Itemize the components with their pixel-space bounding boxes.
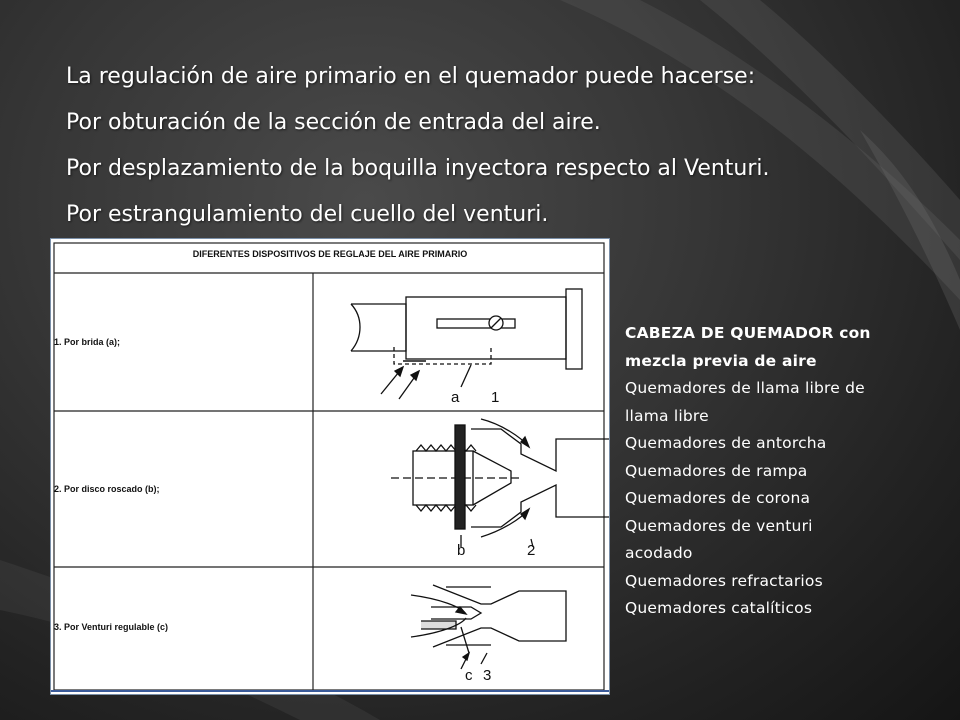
panel-heading-line-2: mezcla previa de aire bbox=[625, 351, 817, 370]
heading-line-1: La regulación de aire primario en el quemador puede hacerse: bbox=[66, 64, 756, 89]
air-regulation-figure bbox=[50, 238, 610, 695]
callout-c: c bbox=[465, 667, 473, 684]
flange-drawing bbox=[351, 289, 582, 399]
figure-title: DIFERENTES DISPOSITIVOS DE REGLAJE DEL AIRE PRIMARIO bbox=[192, 249, 468, 259]
heading-line-4: Por estrangulamiento del cuello del venturi. bbox=[66, 202, 549, 227]
panel-item: Quemadores de rampa bbox=[625, 461, 808, 480]
panel-item: llama libre bbox=[625, 406, 709, 425]
row-label-brida: 1. Por brida (a); bbox=[54, 337, 121, 347]
callout-a: a bbox=[451, 389, 460, 406]
heading-lines bbox=[66, 54, 770, 238]
callout-2: 2 bbox=[527, 542, 536, 559]
row-label-venturi-regulable: 3. Por Venturi regulable (c) bbox=[54, 622, 169, 632]
callout-3: 3 bbox=[483, 667, 492, 684]
burner-types-panel bbox=[625, 320, 945, 623]
adjustable-venturi-drawing bbox=[411, 585, 566, 669]
heading-line-2: Por obturación de la sección de entrada del aire. bbox=[66, 110, 601, 135]
panel-item: Quemadores de antorcha bbox=[625, 434, 827, 452]
heading-line-3: Por desplazamiento de la boquilla inyectora respecto al Venturi. bbox=[66, 156, 770, 181]
panel-item: Quemadores de corona bbox=[625, 489, 811, 507]
panel-item: Quemadores de venturi bbox=[625, 516, 813, 535]
threaded-disc-drawing bbox=[391, 419, 609, 547]
callout-b: b bbox=[457, 542, 466, 559]
panel-item: Quemadores de llama libre de bbox=[625, 379, 865, 397]
panel-item: Quemadores refractarios bbox=[625, 571, 823, 590]
panel-heading-line-1: CABEZA DE QUEMADOR con bbox=[625, 324, 871, 342]
panel-item: acodado bbox=[625, 544, 693, 562]
row-label-disco-roscado: 2. Por disco roscado (b); bbox=[54, 484, 160, 494]
callout-1: 1 bbox=[491, 389, 500, 406]
panel-item: Quemadores catalíticos bbox=[625, 599, 813, 617]
